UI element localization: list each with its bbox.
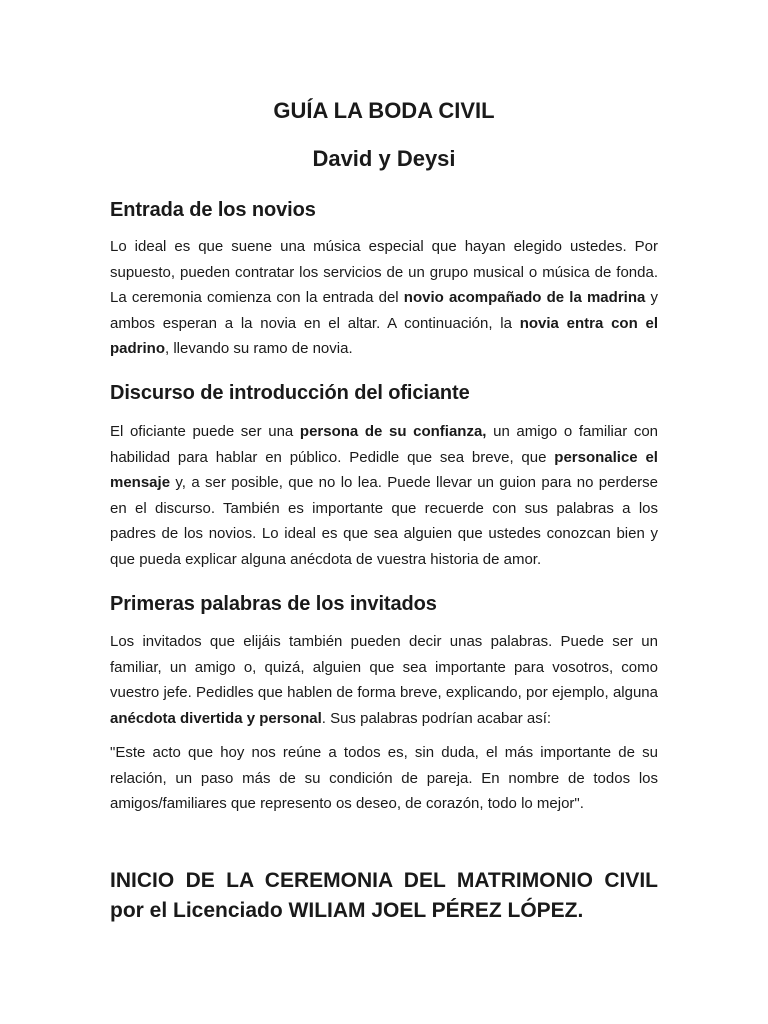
text-run: . Sus palabras podrían acabar así:: [321, 709, 552, 727]
ceremony-heading-line1: INICIO DE LA CEREMONIA DEL MATRIMONIO CIVIL: [110, 869, 658, 892]
bold-text: novio acompañado de la madrina: [403, 289, 646, 307]
text-run: Lo ideal es que suene una música especial que hayan elegido ustedes. Por supuesto, pueden contratar los servicios de un grupo musical o música de fonda. La ceremonia comienza con la entrada del: [110, 238, 658, 307]
ceremony-heading: [110, 866, 658, 926]
text-run: un amigo o familiar con habilidad para hablar en público. Pedidle que sea breve, que: [110, 423, 658, 466]
document-subtitle: David y Deysi: [312, 146, 456, 171]
bold-text: personalice el mensaje: [110, 448, 658, 492]
text-run: y ambos esperan a la novia en el altar. A continuación, la: [110, 289, 658, 332]
text-run: Los invitados que elijáis también pueden decir unas palabras. Puede ser un familiar, un amigo o, quizá, alguien que sea importante para vosotros, como vuestro jefe. Pedidles que hablen de forma breve, explicando, por ejemplo, alguna: [110, 633, 658, 702]
document-title: GUÍA LA BODA CIVIL: [273, 98, 495, 123]
paragraph-quote: "Este acto que hoy nos reúne a todos es, sin duda, el más importante de su relación, un paso más de su condición de pareja. En nombre de todos los amigos/familiares que represento os deseo, de corazón, todo lo mejor".: [110, 744, 658, 813]
section-heading-invitados: Primeras palabras de los invitados: [110, 593, 437, 615]
paragraph-discurso: [110, 419, 658, 573]
bold-text: novia entra con el padrino: [110, 314, 658, 358]
paragraph-invitados: [110, 629, 658, 731]
text-run: y, a ser posible, que no lo lea. Puede llevar un guion para no perderse en el discurso. También es importante que recuerde con sus palabras a los padres de los novios. Lo ideal es que sea alguien que ustedes conozcan bien y que pueda explicar alguna anécdota de vuestra historia de amor.: [110, 474, 658, 568]
section-heading-discurso: Discurso de introducción del oficiante: [110, 382, 470, 404]
text-run: , llevando su ramo de novia.: [165, 340, 353, 358]
paragraph-entrada: [110, 234, 658, 362]
bold-text: persona de su confianza,: [299, 423, 487, 440]
ceremony-heading-line2: por el Licenciado WILIAM JOEL PÉREZ LÓPEZ.: [110, 899, 584, 922]
section-heading-entrada: Entrada de los novios: [110, 199, 316, 221]
text-run: El oficiante puede ser una: [110, 423, 300, 440]
bold-text: anécdota divertida y personal: [110, 709, 322, 727]
